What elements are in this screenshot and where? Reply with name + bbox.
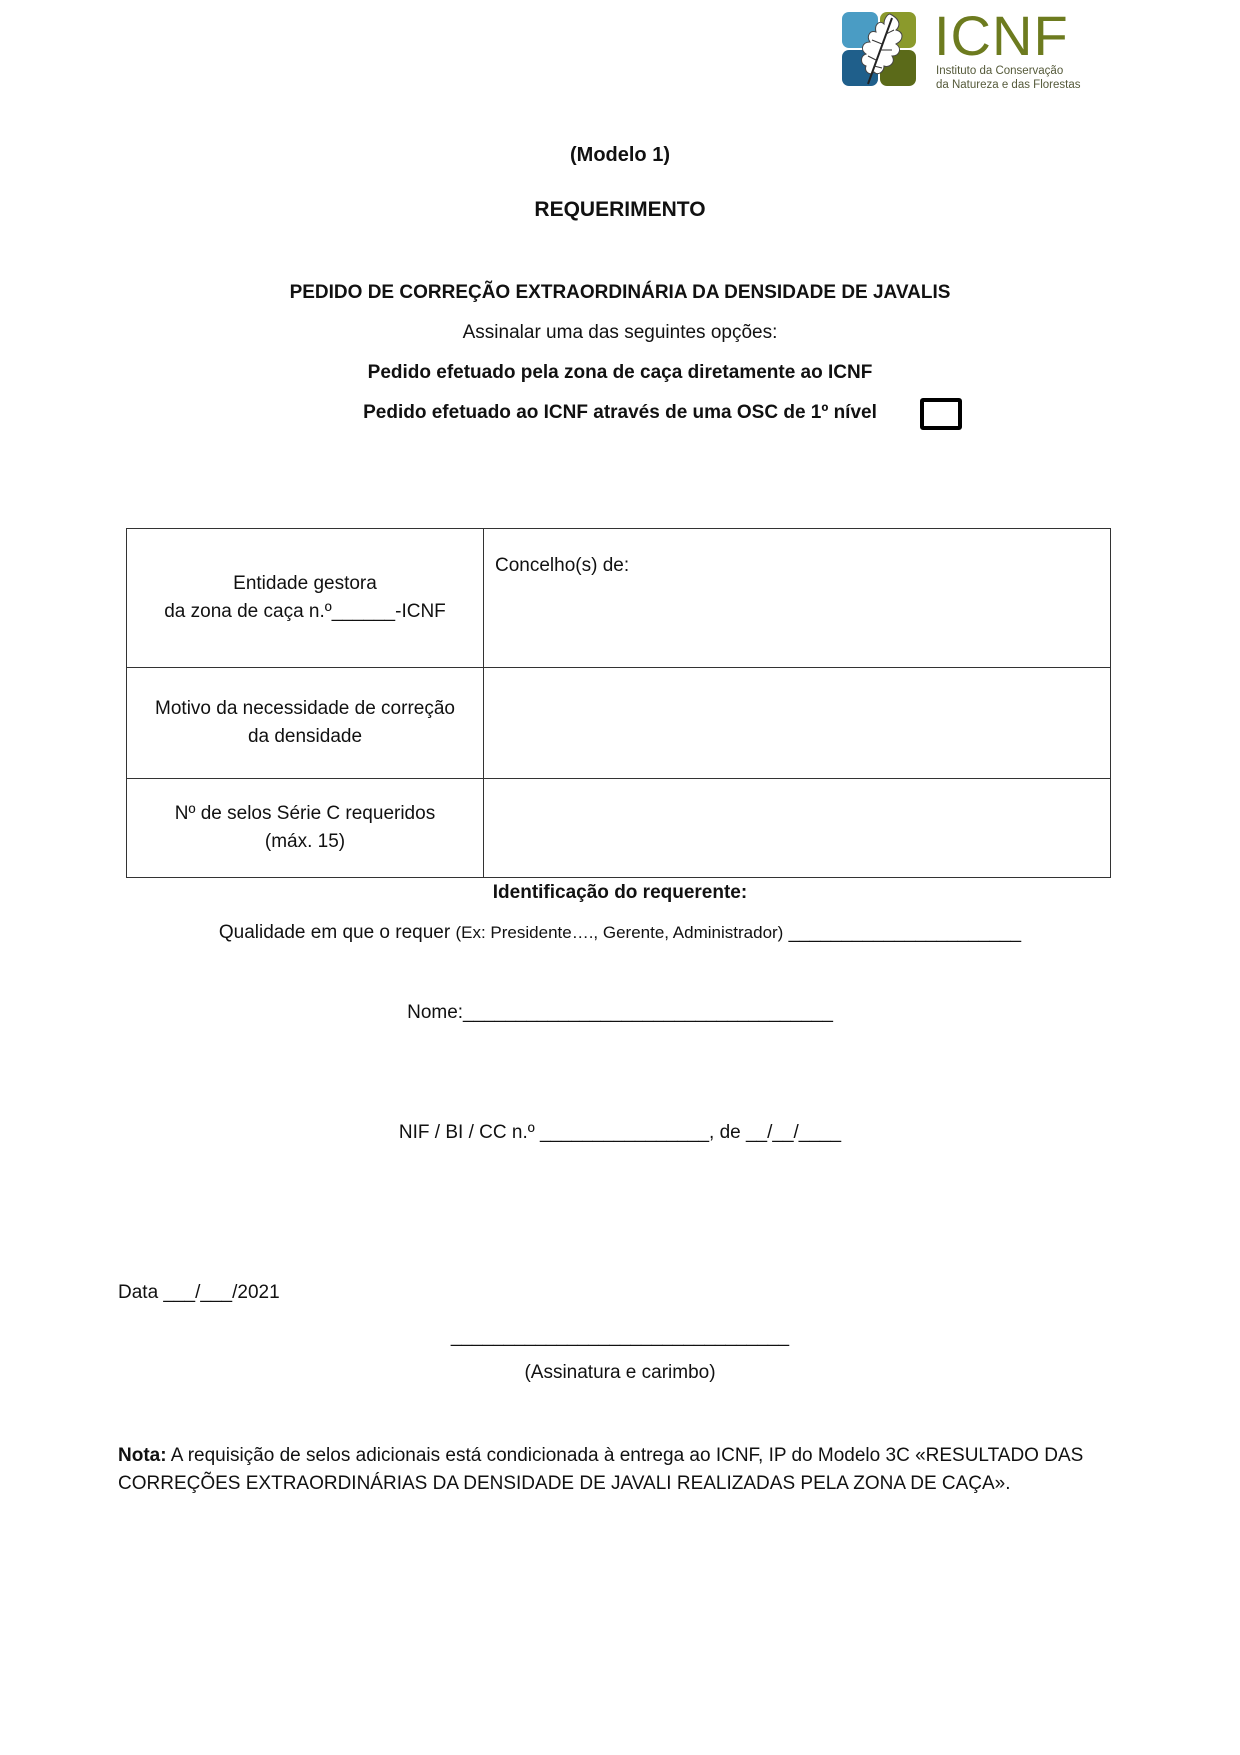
signature-line[interactable]: ________________________________ (450, 1326, 790, 1347)
logo-subtitle-line2: da Natureza e das Florestas (936, 79, 1081, 91)
oak-leaf-icon (850, 10, 908, 92)
motive-label-cell (127, 668, 484, 779)
qualidade-hint: (Ex: Presidente…., Gerente, Administrador) (455, 923, 784, 942)
model-label: (Modelo 1) (570, 144, 670, 166)
table-row (127, 779, 1111, 878)
seals-label-line2: (máx. 15) (264, 831, 346, 852)
document-title: REQUERIMENTO (534, 198, 706, 221)
nome-field[interactable]: Nome:___________________________________ (407, 1002, 833, 1023)
concelhos-field[interactable]: Concelho(s) de: (484, 529, 1111, 668)
seals-label-cell (127, 779, 484, 878)
qualidade-field[interactable] (0, 922, 1240, 944)
option-direct-request: Pedido efetuado pela zona de caça diretamente ao ICNF (367, 362, 873, 383)
signature-label: (Assinatura e carimbo) (524, 1362, 716, 1383)
note-text: A requisição de selos adicionais está condicionada à entrega ao ICNF, IP do Modelo 3C «RESULTADO DAS CORREÇÕES EXTRAORDINÁRIAS DA DENSIDADE DE JAVALI REALIZADAS PELA ZONA DE CAÇA». (118, 1445, 1084, 1494)
entity-label-line1: Entidade gestora (233, 572, 377, 594)
motive-label-line2: da densidade (247, 726, 363, 747)
entity-label-line2: da zona de caça n.º______-ICNF (164, 600, 446, 622)
icnf-logo (842, 4, 1102, 92)
nif-field[interactable]: NIF / BI / CC n.º ________________, de __/__/____ (398, 1122, 842, 1143)
entity-label-cell (127, 529, 484, 668)
qualidade-label: Qualidade em que o requer (218, 922, 456, 943)
logo-wordmark: ICNF (934, 4, 1069, 67)
qualidade-blank[interactable]: ______________________ (783, 922, 1022, 943)
motive-field[interactable] (484, 668, 1111, 779)
logo-subtitle-line1: Instituto da Conservação (936, 65, 1064, 77)
note-paragraph (118, 1442, 1118, 1498)
motive-label-line1: Motivo da necessidade de correção (155, 698, 455, 719)
request-form-table (126, 528, 1111, 878)
instruction-text: Assinalar uma das seguintes opções: (462, 322, 778, 343)
seals-label-line1: Nº de selos Série C requeridos (174, 803, 436, 824)
table-row (127, 529, 1111, 668)
logo-subtitle (936, 64, 1080, 92)
table-row (127, 668, 1111, 779)
note-label: Nota: (118, 1445, 167, 1466)
seals-count-field[interactable] (484, 779, 1111, 878)
option-osc-request: Pedido efetuado ao ICNF através de uma OSC de 1º nível (363, 402, 877, 423)
identification-title: Identificação do requerente: (492, 882, 748, 903)
date-field[interactable]: Data ___/___/2021 (118, 1282, 280, 1303)
osc-request-checkbox[interactable] (920, 398, 962, 430)
request-heading: PEDIDO DE CORREÇÃO EXTRAORDINÁRIA DA DENSIDADE DE JAVALIS (289, 282, 951, 303)
